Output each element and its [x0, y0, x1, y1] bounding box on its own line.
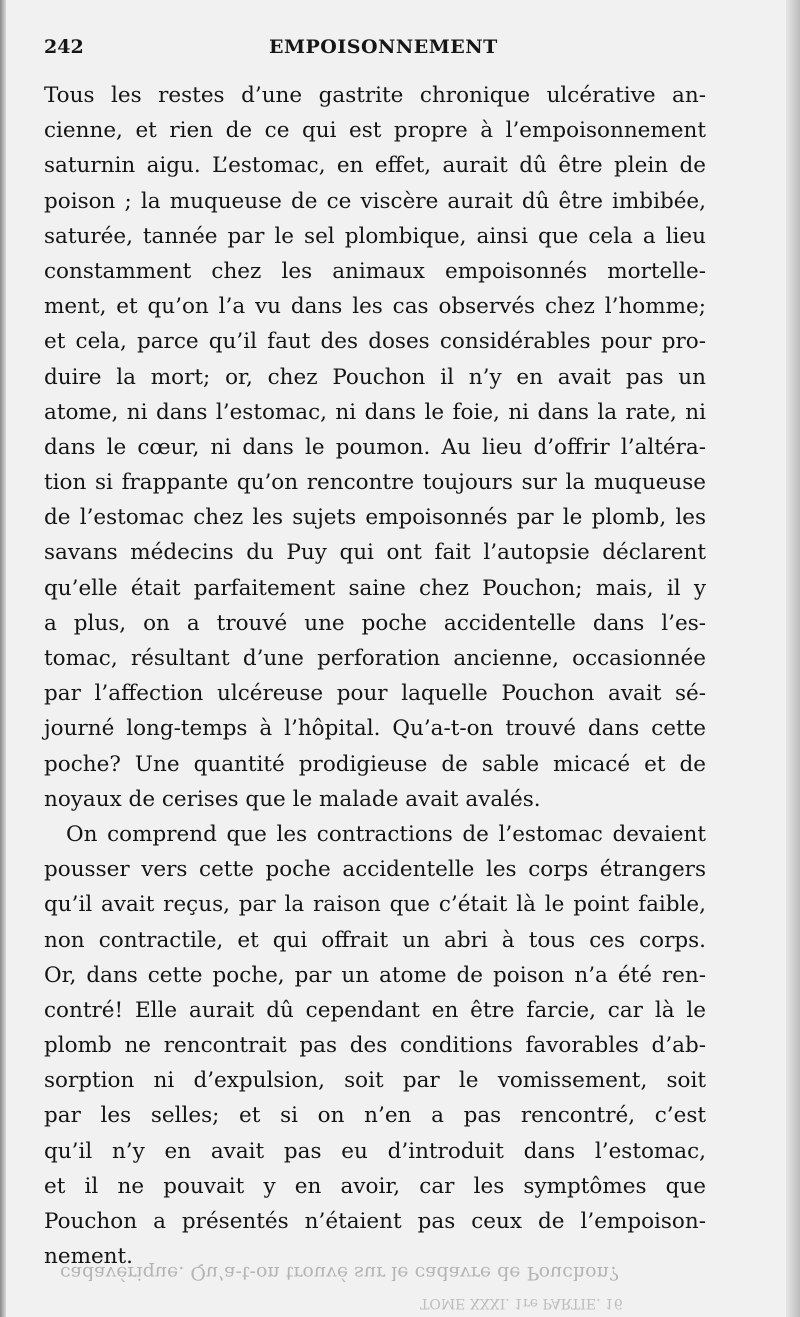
- text-line: journé long-temps à l’hôpital. Qu’a-t-on trouvé dans cette: [44, 716, 706, 742]
- text-line: qu’il avait reçus, par la raison que c’était là le point faible,: [44, 892, 706, 918]
- paragraph-last-line: noyaux de cerises que le malade avait avalés.: [44, 786, 541, 812]
- paragraph-last-line: nement.: [44, 1244, 134, 1270]
- text-line: de l’estomac chez les sujets empoisonnés par le plomb, les: [44, 505, 706, 531]
- page-gutter-shadow: [0, 0, 6, 1317]
- text-line: et cela, parce qu’il faut des doses considérables pour pro-: [44, 329, 706, 355]
- running-head: EMPOISONNEMENT: [269, 36, 498, 58]
- text-line: savans médecins du Puy qui ont fait l’autopsie déclarent: [44, 540, 706, 566]
- text-line: Pouchon a présentés n’étaient pas ceux de l’empoison-: [44, 1209, 706, 1234]
- text-line: saturée, tannée par le sel plombique, ainsi que cela a lieu: [44, 223, 706, 249]
- page-number: 242: [44, 36, 84, 58]
- text-line: duire la mort; or, chez Pouchon il n’y en avait pas un: [44, 364, 706, 390]
- bleed-through-signature: TOME XXXI. 1re PARTIE. 16: [420, 1295, 623, 1311]
- text-line: qu’il n’y en avait pas eu d’introduit dans l’estomac,: [44, 1138, 706, 1164]
- text-line: non contractile, et qui offrait un abri à tous ces corps.: [44, 927, 706, 953]
- text-line: saturnin aigu. L’estomac, en effet, aurait dû être plein de: [44, 153, 706, 179]
- paragraph-first-line: On comprend que les contractions de l’estomac devaient: [66, 821, 706, 847]
- body-text: [44, 78, 706, 1274]
- text-line: plomb ne rencontrait pas des conditions favorables d’ab-: [44, 1033, 706, 1059]
- text-line: qu’elle était parfaitement saine chez Pouchon; mais, il y: [44, 575, 706, 601]
- text-line: a plus, on a trouvé une poche accidentelle dans l’es-: [44, 610, 706, 636]
- text-line: tomac, résultant d’une perforation ancienne, occasionnée: [44, 646, 706, 671]
- text-line: Tous les restes d’une gastrite chronique ulcérative an-: [44, 83, 706, 108]
- text-line: pousser vers cette poche accidentelle les corps étrangers: [44, 857, 706, 883]
- text-line: ment, et qu’on l’a vu dans les cas observés chez l’homme;: [44, 294, 706, 320]
- text-line: constamment chez les animaux empoisonnés mortelle-: [44, 258, 706, 284]
- text-line: poison ; la muqueuse de ce viscère aurait dû être imbibée,: [44, 188, 706, 214]
- text-line: par l’affection ulcéreuse pour laquelle Pouchon avait sé-: [44, 681, 706, 707]
- text-line: contré! Elle aurait dû cependant en être farcie, car là le: [44, 997, 706, 1023]
- text-line: poche? Une quantité prodigieuse de sable micacé et de: [44, 751, 706, 777]
- page-edge-shadow: [786, 0, 800, 1317]
- page-header: [44, 36, 704, 66]
- text-line: dans le cœur, ni dans le poumon. Au lieu d’offrir l’altéra-: [44, 434, 706, 460]
- bleed-through-text: cadavérique. Qu’a-t-on trouvé sur le cadavre de Pouchon?: [60, 1262, 620, 1284]
- text-line: et il ne pouvait y en avoir, car les symptômes que: [44, 1173, 706, 1199]
- text-line: par les selles; et si on n’en a pas rencontré, c’est: [44, 1103, 706, 1129]
- text-line: atome, ni dans l’estomac, ni dans le foie, ni dans la rate, ni: [44, 399, 706, 425]
- text-line: Or, dans cette poche, par un atome de poison n’a été ren-: [44, 962, 706, 988]
- text-line: cienne, et rien de ce qui est propre à l’empoisonnement: [44, 118, 706, 144]
- text-line: sorption ni d’expulsion, soit par le vomissement, soit: [44, 1068, 706, 1094]
- text-line: tion si frappante qu’on rencontre toujours sur la muqueuse: [44, 470, 706, 496]
